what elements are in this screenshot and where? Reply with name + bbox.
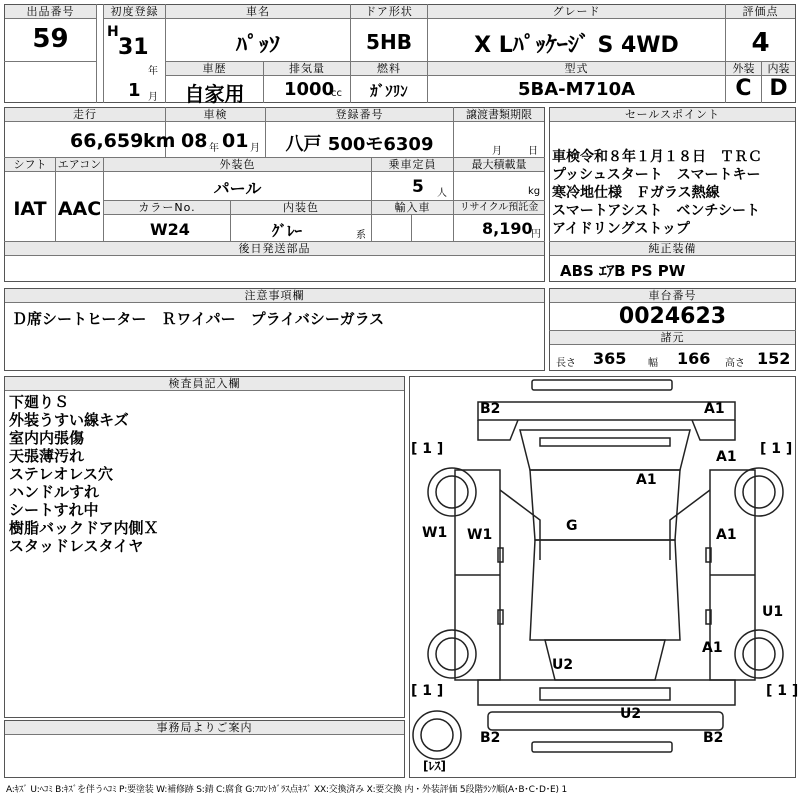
- fuel-label: 燃料: [351, 62, 427, 76]
- mileage-label: 走行: [5, 108, 165, 122]
- displacement-unit: cc: [331, 88, 342, 99]
- sales-points-label: セールスポイント: [550, 108, 795, 122]
- inspector-remarks: [9, 393, 159, 555]
- width-label: 幅: [648, 358, 658, 369]
- equipment: ABS ｴｱB PS PW: [560, 262, 686, 280]
- transfer-label: 譲渡書類期限: [454, 108, 544, 122]
- mark-a1-roof: A1: [636, 472, 657, 488]
- remark-line: シートすれ中: [9, 501, 99, 519]
- mark-1-left-lower: [ 1 ]: [411, 683, 444, 699]
- score-label: 評価点: [726, 5, 795, 19]
- capacity-label: 乗車定員: [372, 158, 453, 172]
- int-color-label: 内装色: [231, 201, 371, 215]
- mark-b2-front-left: B2: [480, 401, 501, 417]
- mark-w1-left: W1: [422, 525, 448, 541]
- import-label: 輸入車: [372, 201, 453, 215]
- score: 4: [751, 28, 770, 58]
- inspection-year-unit: 年: [209, 143, 219, 154]
- remark-line: 室内内張傷: [9, 429, 85, 447]
- recycle-label: リサイクル預託金: [454, 201, 544, 215]
- equipment-label: 純正装備: [550, 242, 795, 256]
- inspector-label: 検査員記入欄: [5, 377, 404, 391]
- exterior-label: 外装: [726, 62, 761, 76]
- office-label: 事務局よりご案内: [5, 721, 404, 735]
- mileage-unit: km: [143, 130, 176, 152]
- history: 自家用: [184, 82, 245, 106]
- month-unit: 月: [148, 92, 158, 103]
- payload-label: 最大積載量: [454, 158, 544, 172]
- remark-line: 天張薄汚れ: [9, 447, 85, 465]
- transfer-month-unit: 月: [492, 146, 502, 157]
- grade: X Lﾊﾟｯｹｰｼﾞ S 4WD: [474, 33, 679, 58]
- history-label: 車歴: [166, 62, 263, 76]
- transfer-day-unit: 日: [528, 146, 538, 157]
- mark-1-right-upper: [ 1 ]: [760, 441, 793, 457]
- mark-u2-bumper: U2: [620, 706, 642, 722]
- fuel: ｶﾞｿﾘﾝ: [370, 82, 408, 100]
- auction-no: 59: [32, 24, 69, 54]
- remark-line: スタッドレスタイヤ: [9, 537, 144, 555]
- mark-a1-front-right: A1: [704, 401, 725, 417]
- first-reg-year: 31: [118, 35, 149, 60]
- door-type: 5HB: [366, 30, 412, 54]
- era: H: [107, 24, 119, 40]
- chassis-label: 車台番号: [550, 289, 795, 303]
- remark-line: 外装うすい線キズ: [9, 411, 129, 429]
- notes: Ｄ席シートヒーター Ｒワイパー プライバシーガラス: [12, 310, 385, 328]
- ac-label: エアコン: [57, 158, 102, 171]
- payload-unit: kg: [528, 186, 541, 197]
- reg-label: 登録番号: [266, 108, 453, 122]
- mark-1-left-upper: [ 1 ]: [411, 441, 444, 457]
- mark-1-right-lower: [ 1 ]: [766, 683, 799, 699]
- ac: AAC: [57, 198, 102, 220]
- door-label: ドア形状: [351, 5, 427, 19]
- mark-u1: U1: [762, 604, 784, 620]
- mileage: 66,659: [70, 130, 144, 152]
- color-no: W24: [150, 220, 190, 239]
- color: パール: [213, 179, 262, 198]
- int-color: ｸﾞﾚｰ: [272, 222, 303, 240]
- model-label: 型式: [428, 62, 725, 76]
- shift-label: シフト: [5, 158, 55, 172]
- color-label: 外装色: [104, 158, 371, 172]
- length: 365: [593, 349, 627, 368]
- height: 152: [757, 349, 791, 368]
- exterior-grade: C: [735, 76, 752, 101]
- int-color-suffix: 系: [356, 230, 366, 241]
- sales-point: 寒冷地仕様 Ｆガラス熱線: [552, 185, 720, 201]
- legend: A:ｷｽﾞ U:ﾍｺﾐ B:ｷｽﾞを伴うﾍｺﾐ P:要塗装 W:補修跡 S:錆 C:腐食 G:ﾌﾛﾝﾄｶﾞﾗｽ点ｷｽﾞ XX:交換済み X:要交換 内・外装評価 5段階ﾗﾝｸ順(A･B･C･D･E) 1: [6, 785, 567, 795]
- sales-point: 車検令和８年１月１８日 ＴＲＣ: [552, 149, 762, 165]
- dims-label: 諸元: [550, 331, 795, 345]
- grade-label: グレード: [428, 5, 725, 19]
- displacement: 1000: [284, 79, 335, 100]
- mark-w1-inner: W1: [467, 527, 493, 543]
- height-label: 高さ: [725, 358, 745, 369]
- sales-point: アイドリングストップ: [552, 221, 690, 237]
- mark-a1-right-rear: A1: [702, 640, 723, 656]
- inspection-label: 車検: [166, 108, 265, 122]
- inspection-month: 01: [222, 130, 249, 152]
- inspection-month-unit: 月: [250, 143, 260, 154]
- interior-label: 内装: [762, 62, 795, 76]
- mark-a1-right-fender: A1: [716, 449, 737, 465]
- recycle-amount: 8,190: [482, 219, 533, 238]
- mark-g: G: [566, 518, 578, 534]
- sales-points-list: [552, 148, 762, 238]
- displacement-label: 排気量: [264, 62, 350, 76]
- sales-point: スマートアシスト ベンチシート: [552, 203, 761, 219]
- car-name: ﾊﾟｯｿ: [235, 33, 280, 58]
- reg-number: 八戸 500モ6309: [285, 134, 434, 155]
- color-no-label: カラーNo.: [104, 201, 230, 215]
- mark-b2-rear-right: B2: [703, 730, 724, 746]
- mark-res: [ﾚｽ]: [423, 759, 446, 773]
- model: 5BA-M710A: [517, 79, 636, 100]
- chassis-number: 0024623: [618, 304, 727, 329]
- first-reg-label: 初度登録: [104, 5, 165, 19]
- mark-b2-rear-left: B2: [480, 730, 501, 746]
- notes-label: 注意事項欄: [5, 289, 544, 303]
- interior-grade: D: [769, 76, 788, 101]
- first-reg-month: 1: [128, 80, 141, 101]
- remark-line: 樹脂バックドア内側Ｘ: [9, 519, 159, 537]
- year-unit: 年: [148, 66, 158, 77]
- later-parts-label: 後日発送部品: [5, 242, 544, 256]
- length-label: 長さ: [556, 358, 576, 369]
- mark-u2-center: U2: [552, 657, 574, 673]
- remark-line: ハンドルすれ: [9, 483, 100, 501]
- capacity-unit: 人: [437, 188, 447, 199]
- recycle-unit: 円: [531, 229, 541, 240]
- inspection-year: 08: [181, 130, 208, 152]
- capacity: 5: [412, 177, 424, 197]
- remark-line: 下廻りＳ: [9, 393, 70, 411]
- mark-a1-right-door: A1: [716, 527, 737, 543]
- auction-no-label: 出品番号: [5, 5, 96, 19]
- width: 166: [677, 349, 711, 368]
- sales-point: プッシュスタート スマートキー: [552, 167, 761, 183]
- remark-line: ステレオレス穴: [9, 465, 113, 483]
- car-name-label: 車名: [166, 5, 350, 19]
- shift: IAT: [13, 198, 47, 220]
- car-diagram: [409, 376, 799, 778]
